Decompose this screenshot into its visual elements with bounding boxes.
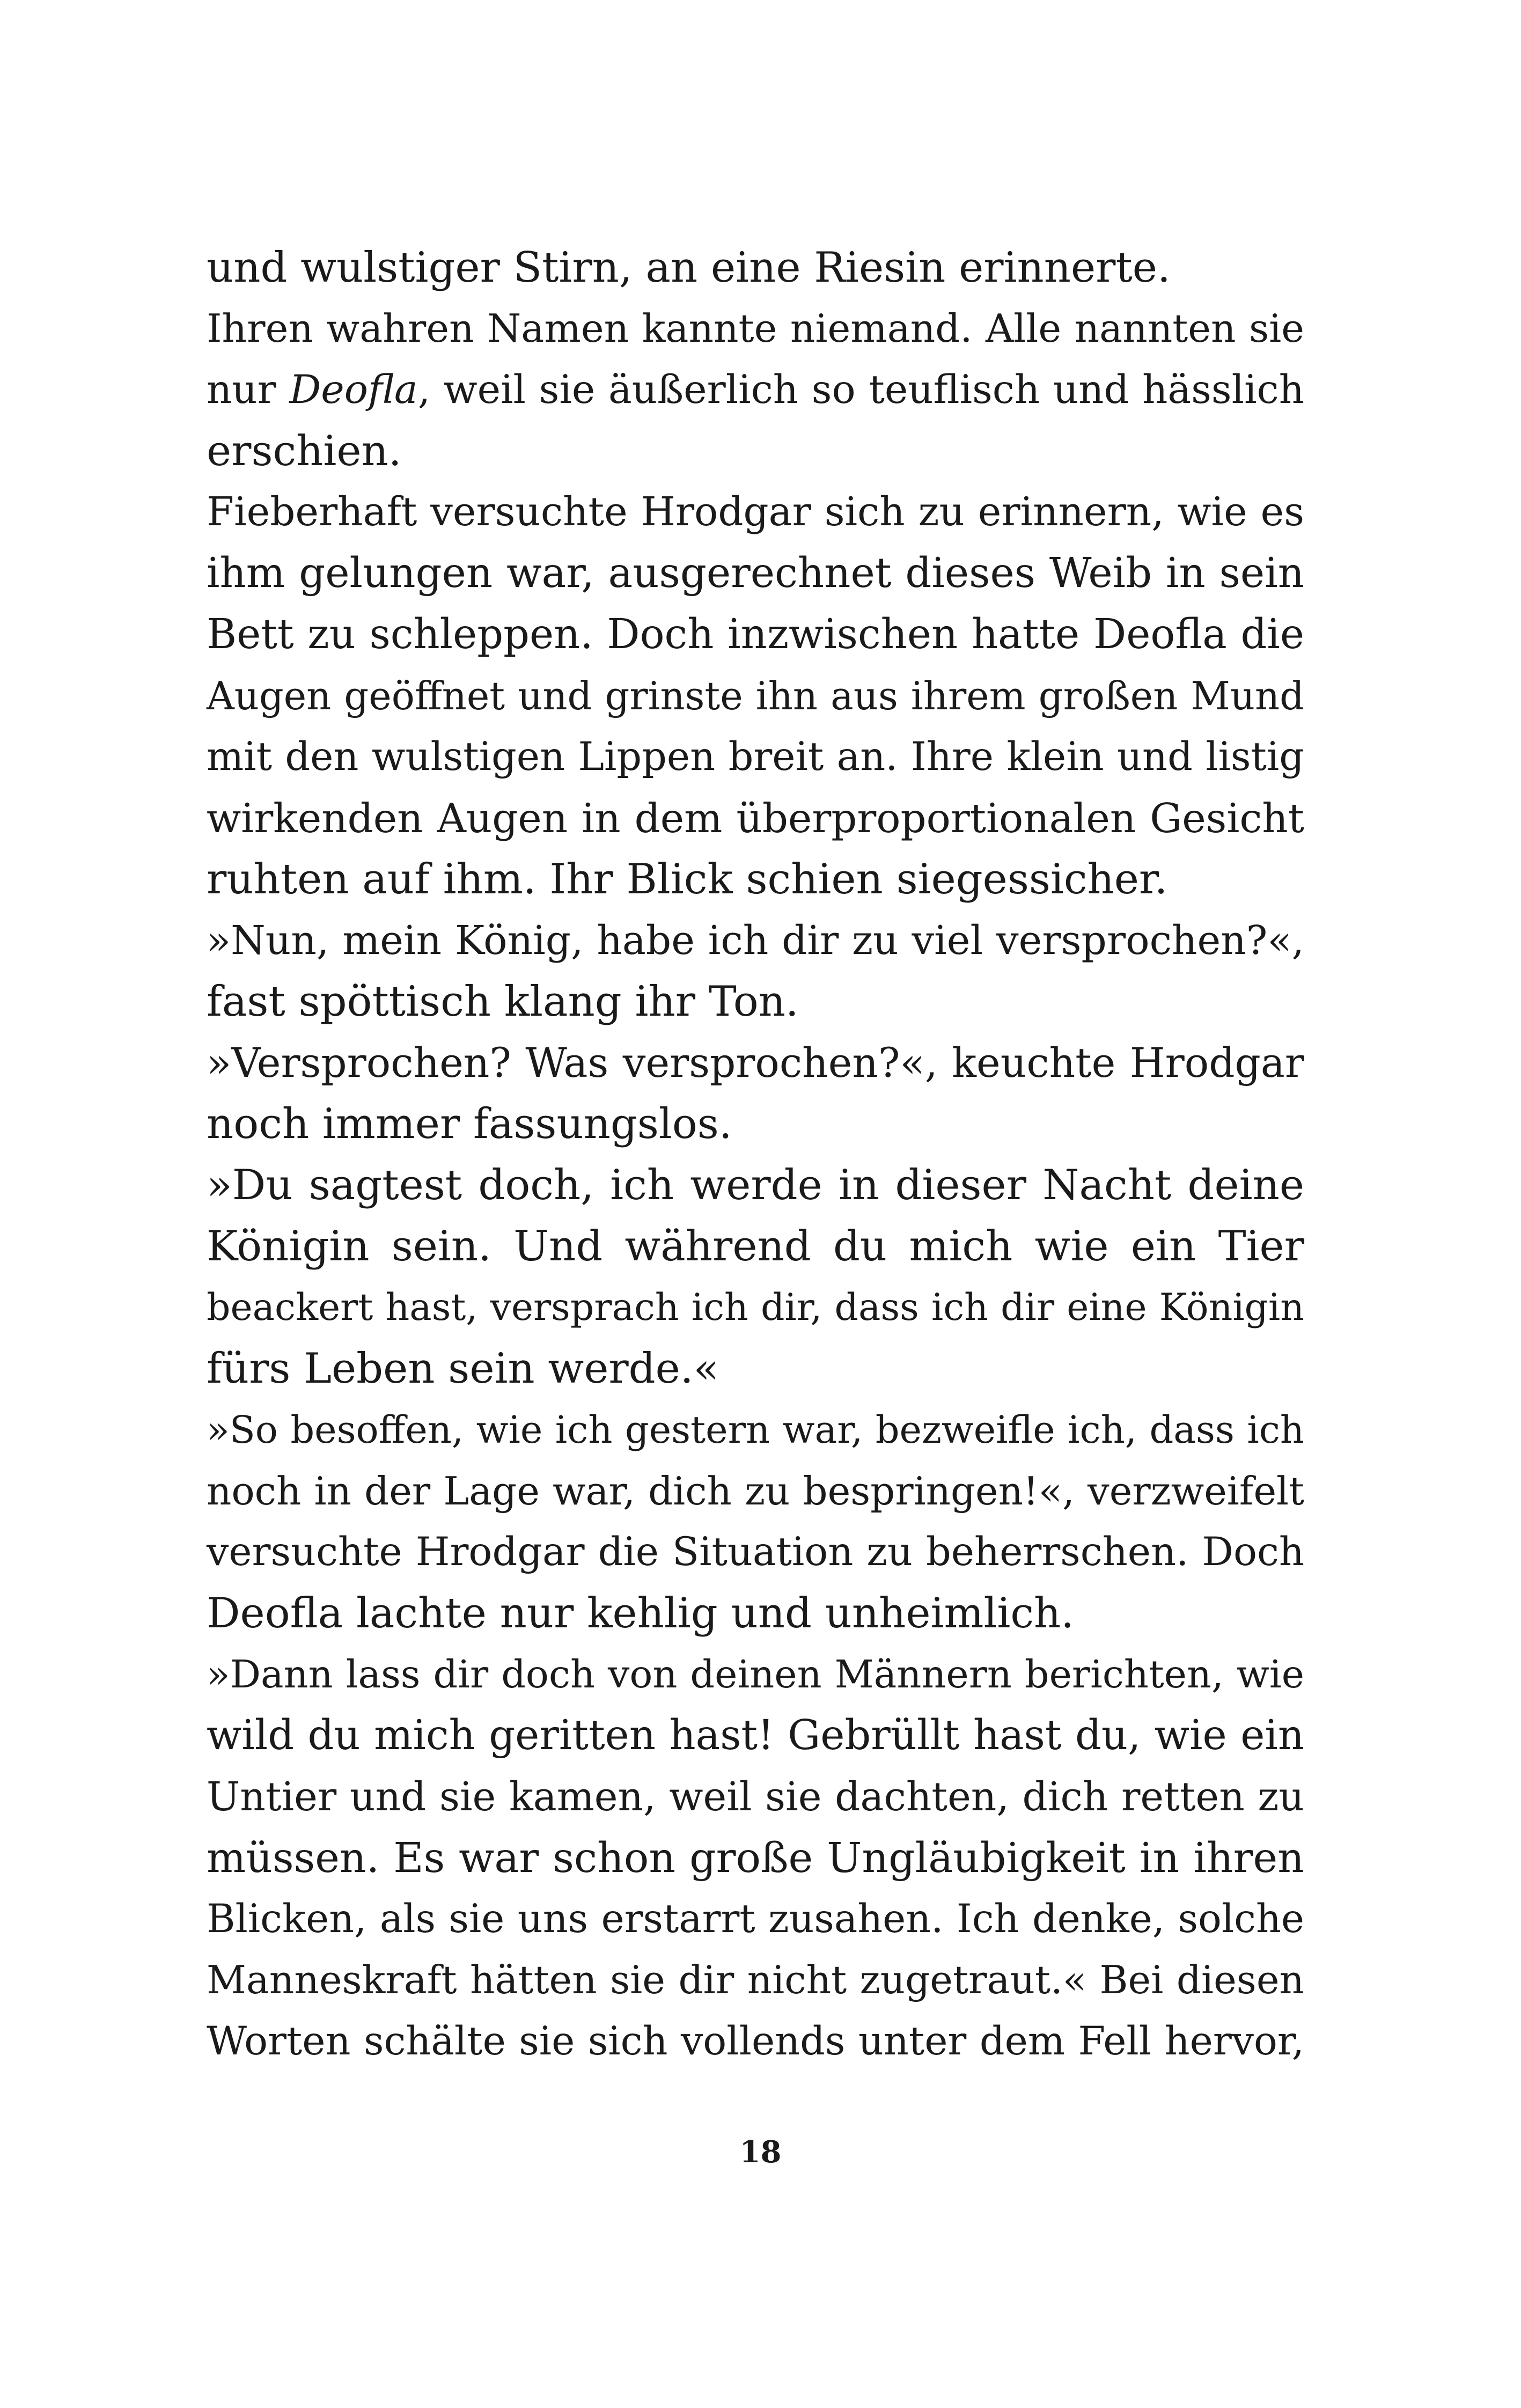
text-line: Fieberhaft versuchte Hrodgar sich zu erinnern, wie es [207, 489, 1304, 535]
text-line: Worten schälte sie sich vollends unter dem Fell hervor, [207, 2018, 1304, 2064]
text-line: beackert hast, versprach ich dir, dass ich dir eine Königin [207, 1286, 1304, 1329]
text-line: »Versprochen? Was versprochen?«, keuchte Hrodgar [207, 1039, 1304, 1086]
text-line: müssen. Es war schon große Ungläubigkeit in ihren [207, 1834, 1304, 1882]
text-line: »Du sagtest doch, ich werde in dieser Nacht deine [207, 1161, 1304, 1209]
text-line: ihm gelungen war, ausgerechnet dieses Weib in sein [207, 549, 1304, 597]
text-line: »Dann lass dir doch von deinen Männern berichten, wie [207, 1652, 1304, 1697]
text-line: Blicken, als sie uns erstarrt zusahen. Ich denke, solche [207, 1896, 1304, 1942]
text-line: erschien. [207, 427, 402, 475]
text-line [207, 359, 1304, 421]
text-line: Bett zu schleppen. Doch inzwischen hatte Deofla die [207, 611, 1304, 658]
text-line: Ihren wahren Namen kannte niemand. Alle nannten sie [207, 306, 1304, 351]
text-line: wirkenden Augen in dem überproportionalen Gesicht [207, 795, 1304, 842]
text-line: Königin sein. Und während du mich wie ein Tier [207, 1222, 1304, 1271]
text-line: wild du mich geritten hast! Gebrüllt hast du, wie ein [207, 1712, 1304, 1759]
text-line: fürs Leben sein werde.« [207, 1345, 719, 1393]
text-line: noch immer fassungslos. [207, 1100, 732, 1148]
text-line: noch in der Lage war, dich zu bespringen!«, verzweifelt [207, 1469, 1304, 1514]
text-line: Deofla lachte nur kehlig und unheimlich. [207, 1589, 1075, 1638]
text-line: ruhten auf ihm. Ihr Blick schien siegessicher. [207, 855, 1168, 904]
text-segment: , weil sie äußerlich so teuflisch und hässlich [417, 367, 1304, 413]
body-text [207, 237, 1304, 2072]
text-line: Untier und sie kamen, weil sie dachten, dich retten zu [207, 1774, 1304, 1820]
text-line: mit den wulstigen Lippen breit an. Ihre klein und listig [207, 734, 1304, 780]
text-line: Augen geöffnet und grinste ihn aus ihrem großen Mund [207, 673, 1304, 718]
text-line: »So besoffen, wie ich gestern war, bezweifle ich, dass ich [207, 1408, 1304, 1452]
page-number: 18 [739, 2134, 782, 2170]
text-line: versuchte Hrodgar die Situation zu beherrschen. Doch [207, 1529, 1304, 1575]
text-line: fast spöttisch klang ihr Ton. [207, 978, 799, 1026]
italic-name: Deofla [289, 367, 418, 413]
text-line: und wulstiger Stirn, an eine Riesin erinnerte. [207, 244, 1171, 292]
text-segment: nur [207, 367, 290, 413]
text-line: Manneskraft hätten sie dir nicht zugetraut.« Bei diesen [207, 1958, 1304, 2003]
text-line: »Nun, mein König, habe ich dir zu viel versprochen?«, [207, 917, 1304, 964]
